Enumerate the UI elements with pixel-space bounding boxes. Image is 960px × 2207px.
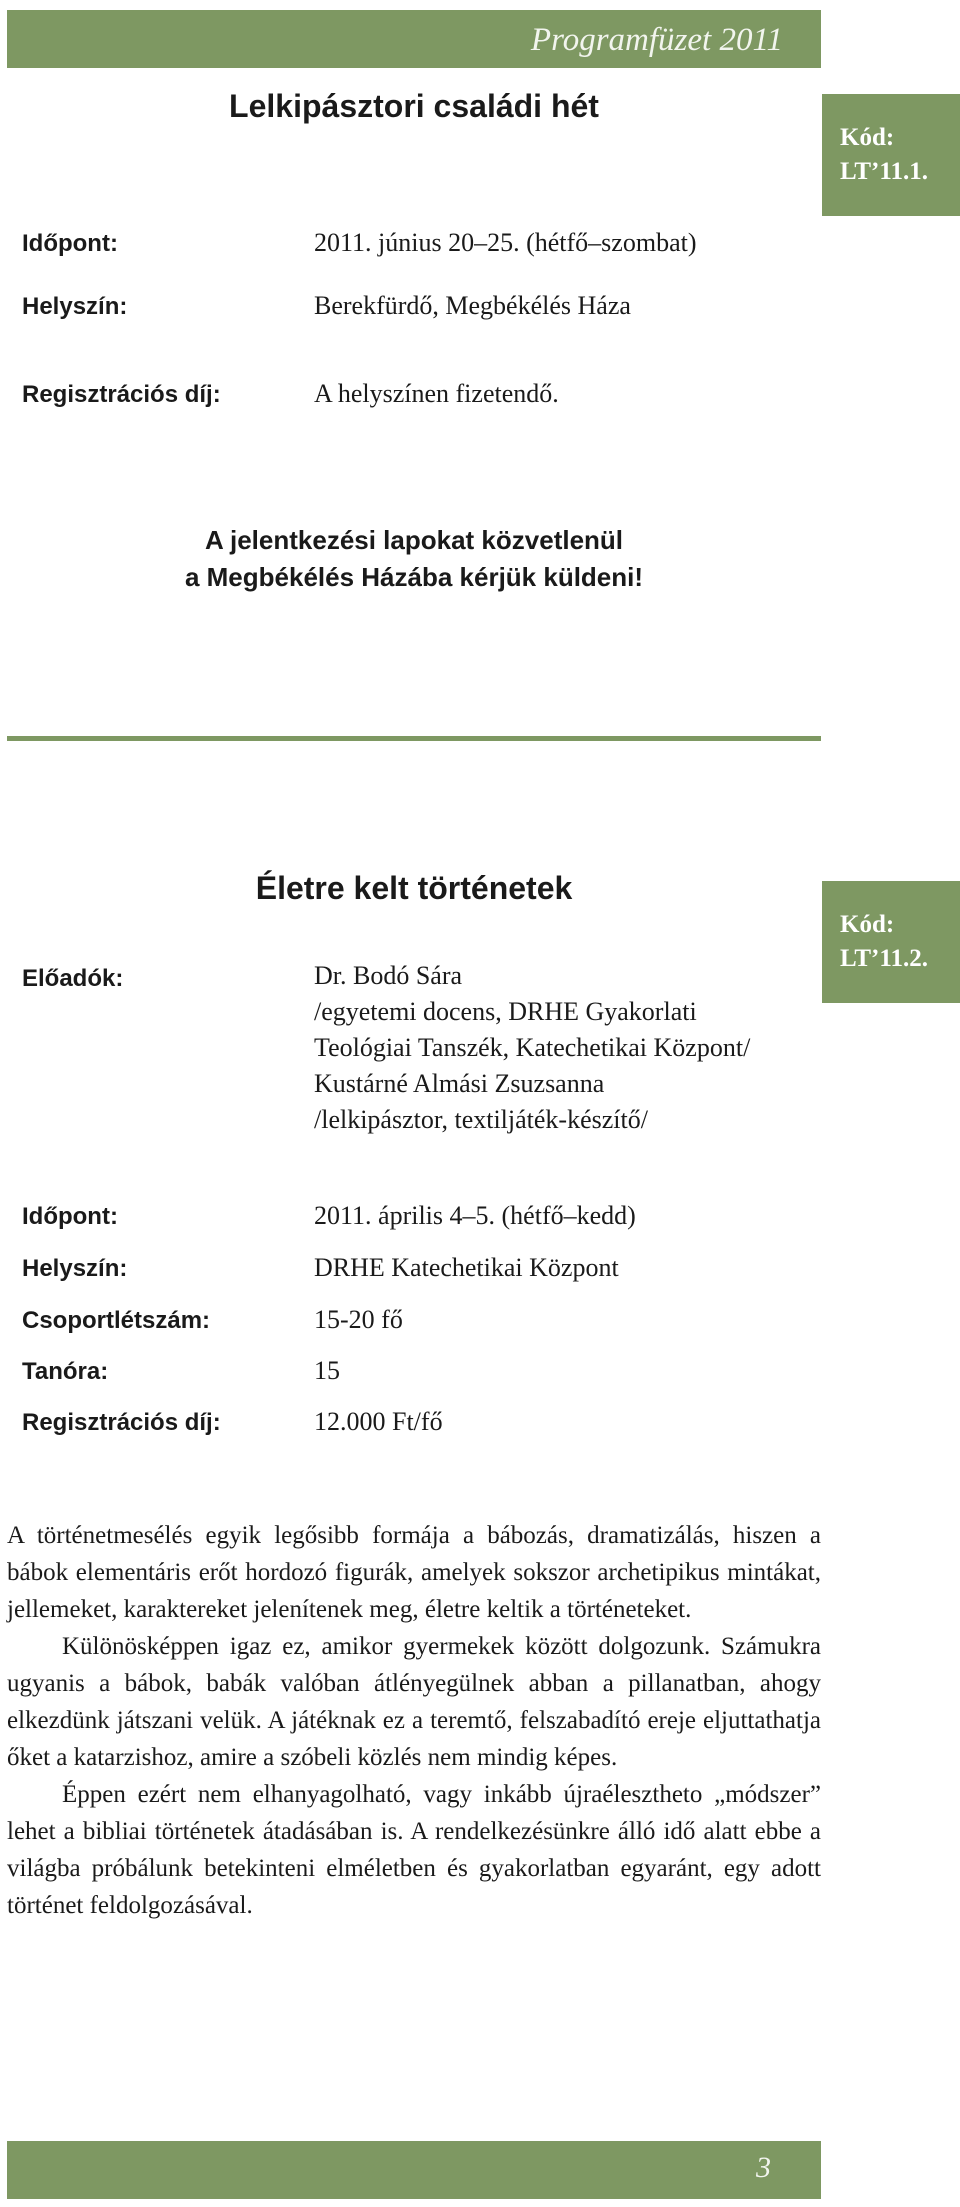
event1-title: Lelkipásztori családi hét <box>229 88 599 124</box>
event1-fee-label: Regisztrációs díj: <box>22 381 221 408</box>
event2-code-label: Kód: <box>840 911 895 938</box>
event1-date: 2011. június 20–25. (hétfő–szombat) <box>314 228 697 257</box>
event2-code: LT’11.2. <box>840 945 929 972</box>
description-paragraph: Különösképpen igaz ez, amikor gyermekek között dolgozunk. Számukra ugyanis a bábok, babák valóban átlényegülnek abban a pillanatban, ahogy elkezdünk játszani velük. A játéknak ez a teremtő, felszabadító ereje eljuttathatja őket a katarzishoz, amire a szóbeli közlés nem mindig képes. <box>7 1633 821 1771</box>
event2-hours: 15 <box>314 1356 340 1385</box>
event1-code-label: Kód: <box>840 124 895 151</box>
presenter-line: Dr. Bodó Sára <box>314 961 463 990</box>
description-paragraph: A történetmesélés egyik legősibb formája a bábozás, dramatizálás, hiszen a bábok elementáris erőt hordozó figurák, amelyek sokszor archetipikus mintákat, jellemeket, karaktereket jelenítenek meg, életre keltik a történeteket. <box>7 1522 821 1623</box>
event1-notice <box>0 522 828 596</box>
header-title: Programfüzet 2011 <box>530 22 783 58</box>
event1-code: LT’11.1. <box>840 158 929 185</box>
presenter-line: /lelkipásztor, textiljáték-készítő/ <box>314 1105 648 1134</box>
event1-date-label: Időpont: <box>22 230 118 257</box>
event2-fee: 12.000 Ft/fő <box>314 1407 443 1436</box>
event2-place: DRHE Katechetikai Központ <box>314 1253 619 1282</box>
header-bar <box>7 10 821 68</box>
presenter-line: Teológiai Tanszék, Katechetikai Központ/ <box>314 1033 751 1062</box>
event2-group: 15-20 fő <box>314 1305 403 1334</box>
event2-hours-label: Tanóra: <box>22 1358 109 1385</box>
event2-fee-label: Regisztrációs díj: <box>22 1409 221 1436</box>
event2-code-box <box>822 881 960 1003</box>
presenter-line: /egyetemi docens, DRHE Gyakorlati <box>314 997 697 1026</box>
event1-fee: A helyszínen fizetendő. <box>314 379 559 408</box>
event1-notice-line2: a Megbékélés Házába kérjük küldeni! <box>184 562 644 592</box>
description-paragraph: Éppen ezért nem elhanyagolható, vagy inkább újraélesztheto „módszer” lehet a bibliai történetek átadásában is. A rendelkezésünkre álló idő alatt ebbe a világba próbálunk betekinteni elméletben és gyakorlatban egyaránt, egy adott történet feldolgozásával. <box>7 1781 821 1919</box>
event2-description <box>7 1517 821 1924</box>
event2-group-label: Csoportlétszám: <box>22 1307 211 1334</box>
event1-code-box <box>822 94 960 216</box>
event2-date-label: Időpont: <box>22 1203 118 1230</box>
event1-notice-line1: A jelentkezési lapokat közvetlenül <box>204 525 624 555</box>
presenter-line: Kustárné Almási Zsuzsanna <box>314 1069 605 1098</box>
event2-title: Életre kelt történetek <box>255 870 573 906</box>
event2-presenters-label: Előadók: <box>22 965 124 992</box>
section-divider <box>7 736 821 741</box>
event1-place: Berekfürdő, Megbékélés Háza <box>314 291 631 320</box>
event2-date: 2011. április 4–5. (hétfő–kedd) <box>314 1201 636 1230</box>
event2-presenters <box>314 958 750 1138</box>
footer-bar <box>7 2141 821 2199</box>
page-number: 3 <box>756 2151 771 2184</box>
event1-place-label: Helyszín: <box>22 293 128 320</box>
event2-place-label: Helyszín: <box>22 1255 128 1282</box>
